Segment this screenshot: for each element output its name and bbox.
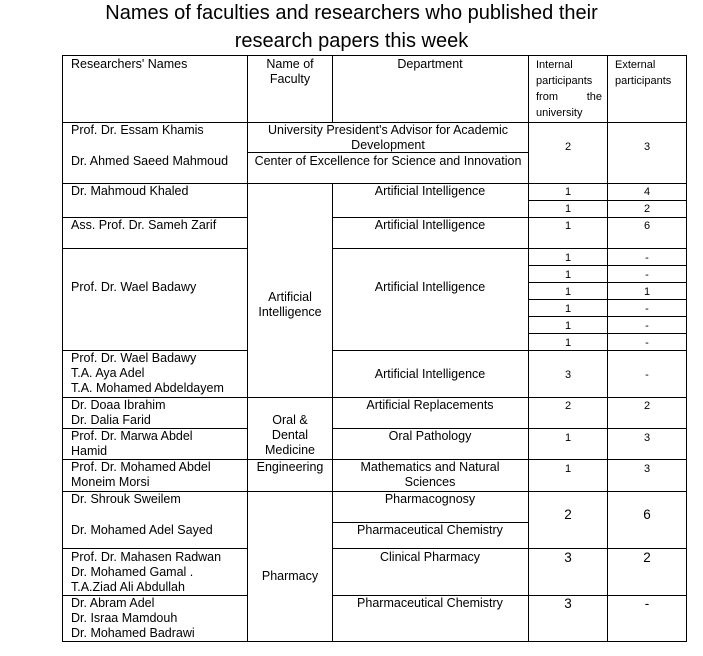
researcher-name: Dr. Mohamed Adel Sayed [71, 523, 213, 537]
internal-count: 1 [564, 203, 572, 215]
internal-count: 1 [564, 337, 572, 349]
faculty-cell: Artificial Intelligence [258, 290, 322, 319]
department-cell: Pharmaceutical Chemistry [357, 596, 503, 610]
researcher-name: Dr. Dalia Farid [71, 413, 151, 427]
header-faculty: Name of Faculty [266, 57, 314, 86]
researcher-name: Dr. Israa Mamdouh [71, 611, 178, 625]
internal-count: 1 [564, 432, 572, 444]
page-title-line-2: research papers this week [234, 30, 469, 52]
researcher-name: Dr. Mohamed Badrawi [71, 626, 195, 640]
department-cell: Artificial Intelligence [374, 280, 486, 294]
department-cell: Artificial Intelligence [374, 367, 486, 381]
external-count: 2 [643, 203, 651, 215]
external-count: - [645, 337, 649, 349]
page-title-line-1: Names of faculties and researchers who published their [105, 2, 598, 24]
faculty-cell: Oral & Dental Medicine [264, 413, 316, 457]
external-count: 6 [643, 507, 651, 522]
department-cell: Center of Excellence for Science and Innovation [254, 154, 522, 168]
external-count: 3 [643, 463, 651, 475]
internal-count: 1 [564, 303, 572, 315]
external-count: 4 [643, 186, 651, 198]
external-count: - [645, 320, 649, 332]
header-department: Department [397, 57, 463, 71]
internal-count: 3 [564, 596, 572, 611]
department-cell: Pharmacognosy [384, 492, 476, 506]
researcher-name: Prof. Dr. Mohamed Abdel [71, 460, 211, 474]
faculty-cell: Pharmacy [261, 569, 319, 583]
researcher-name: T.A. Aya Adel [71, 366, 145, 380]
internal-count: 1 [564, 220, 572, 232]
researcher-name: Hamid [71, 444, 108, 458]
researcher-name: T.A.Ziad Ali Abdullah [71, 580, 185, 594]
internal-count: 1 [564, 269, 572, 281]
researcher-name: T.A. Mohamed Abdeldayem [71, 381, 224, 395]
external-count: - [644, 596, 650, 611]
external-count: - [645, 269, 649, 281]
internal-count: 1 [564, 286, 572, 298]
department-cell: Clinical Pharmacy [379, 550, 481, 564]
researcher-name: Dr. Mohamed Gamal . [71, 565, 194, 579]
internal-count: 1 [564, 320, 572, 332]
department-cell: Artificial Replacements [366, 398, 494, 412]
header-external: External participants [615, 59, 672, 87]
internal-count: 3 [564, 369, 572, 381]
researcher-name: Dr. Shrouk Sweilem [71, 492, 181, 506]
header-internal: Internal participants from the university [536, 59, 602, 119]
external-count: 1 [643, 286, 651, 298]
internal-count: 1 [564, 463, 572, 475]
researcher-name: Dr. Mahmoud Khaled [71, 184, 189, 198]
researcher-name: Dr. Ahmed Saeed Mahmoud [71, 154, 229, 168]
faculty-cell: Engineering [256, 460, 324, 474]
department-cell: Pharmaceutical Chemistry [357, 523, 503, 537]
internal-count: 1 [564, 252, 572, 264]
department-cell: University President's Advisor for Academic Development [268, 123, 508, 152]
department-cell: Mathematics and Natural Sciences [360, 460, 500, 489]
department-cell: Artificial Intelligence [374, 184, 486, 198]
researcher-name: Prof. Dr. Essam Khamis [71, 123, 204, 137]
researcher-name: Prof. Dr. Mahasen Radwan [71, 550, 222, 564]
external-count: 2 [643, 550, 651, 565]
researcher-name: Prof. Dr. Wael Badawy [71, 351, 197, 365]
department-cell: Artificial Intelligence [374, 218, 486, 232]
researcher-name: Prof. Dr. Wael Badawy [71, 280, 197, 294]
external-count: - [645, 369, 649, 381]
internal-count: 1 [564, 186, 572, 198]
external-count: 3 [643, 141, 651, 153]
researcher-name: Ass. Prof. Dr. Sameh Zarif [71, 218, 217, 232]
researcher-name: Moneim Morsi [71, 475, 150, 489]
external-count: 6 [643, 220, 651, 232]
researcher-name: Dr. Doaa Ibrahim [71, 398, 166, 412]
department-cell: Oral Pathology [388, 429, 472, 443]
researcher-name: Prof. Dr. Marwa Abdel [71, 429, 193, 443]
internal-count: 3 [564, 550, 572, 565]
external-count: - [645, 303, 649, 315]
external-count: 2 [643, 400, 651, 412]
internal-count: 2 [564, 507, 572, 522]
researcher-name: Dr. Abram Adel [71, 596, 155, 610]
internal-count: 2 [564, 400, 572, 412]
external-count: 3 [643, 432, 651, 444]
header-researchers: Researchers' Names [71, 57, 188, 71]
external-count: - [645, 252, 649, 264]
internal-count: 2 [564, 141, 572, 153]
